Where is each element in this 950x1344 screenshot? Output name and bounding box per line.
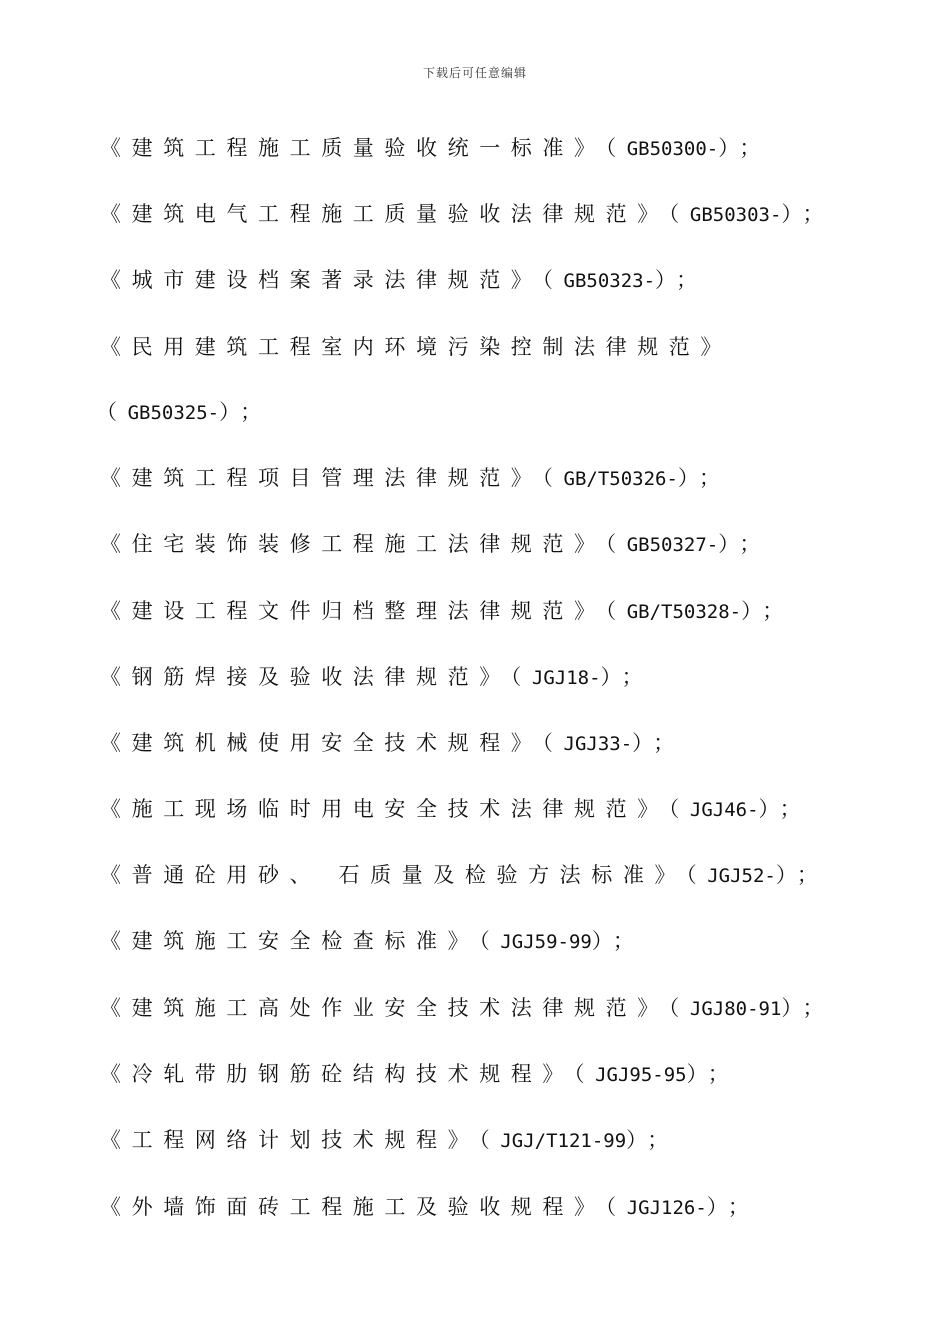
reference-title: 《建设工程文件归档整理法律规范》（ — [100, 599, 627, 623]
reference-line — [100, 723, 685, 763]
reference-code: GB50327- — [626, 534, 719, 556]
reference-code: GB/T50326- — [563, 468, 678, 490]
reference-code: GB50325- — [127, 402, 220, 424]
reference-line — [100, 327, 732, 367]
reference-end: ）； — [758, 797, 812, 821]
reference-title: 《城市建设档案著录法律规范》（ — [100, 268, 564, 292]
reference-code: GB/T50328- — [626, 601, 742, 623]
reference-title: 《钢筋焊接及验收法律规范》（ — [100, 665, 532, 689]
reference-line — [100, 128, 771, 168]
reference-end: ）； — [600, 665, 654, 689]
reference-title: 《冷轧带肋钢筋砼结构技术规程》（ — [100, 1062, 596, 1086]
reference-line — [96, 392, 272, 432]
reference-line — [100, 194, 834, 234]
reference-end: ）； — [632, 731, 685, 755]
reference-code: JGJ33- — [563, 733, 633, 755]
reference-line — [100, 1187, 759, 1227]
reference-line — [100, 657, 653, 697]
reference-code: JGJ18- — [531, 667, 601, 689]
reference-line — [100, 1120, 679, 1160]
reference-line — [100, 855, 829, 895]
reference-end: ）； — [781, 202, 835, 226]
reference-end: ）； — [741, 599, 794, 623]
reference-end: ）； — [718, 532, 771, 556]
reference-code: JGJ52- — [707, 865, 776, 887]
reference-title: 《建筑施工高处作业安全技术法律规范》（ — [100, 996, 690, 1020]
reference-code: JGJ/T121-99 — [500, 1130, 627, 1152]
reference-title: （ — [96, 400, 128, 424]
reference-title: 《建筑工程项目管理法律规范》（ — [100, 466, 564, 490]
reference-code: JGJ80-91 — [689, 998, 782, 1020]
reference-title: 《民用建筑工程室内环境污染控制法律规范》 — [100, 335, 732, 359]
reference-code: GB50323- — [563, 270, 656, 292]
reference-line — [100, 1054, 739, 1094]
reference-end: ）； — [706, 1195, 760, 1219]
reference-line — [100, 789, 811, 829]
reference-title: 《工程网络计划技术规程》（ — [100, 1128, 501, 1152]
reference-end: ）； — [718, 136, 771, 160]
reference-title: 《建筑施工安全检查标准》（ — [100, 929, 501, 953]
reference-code: GB50303- — [689, 204, 782, 226]
reference-code: JGJ95-95 — [595, 1064, 687, 1086]
reference-line — [100, 524, 771, 564]
reference-code: GB50300- — [626, 138, 719, 160]
reference-end: ）； — [775, 863, 829, 887]
reference-end: ）； — [781, 996, 835, 1020]
reference-line — [100, 458, 731, 498]
reference-title: 《建筑工程施工质量验收统一标准》（ — [100, 136, 627, 160]
reference-title: 《住宅装饰装修工程施工法律规范》（ — [100, 532, 627, 556]
reference-title: 《普通砼用砂、 石质量及检验方法标准》（ — [100, 863, 708, 887]
reference-title: 《建筑机械使用安全技术规程》（ — [100, 731, 564, 755]
reference-code: JGJ126- — [626, 1197, 707, 1219]
reference-end: ）； — [677, 466, 731, 490]
reference-line — [100, 260, 708, 300]
reference-line — [100, 988, 834, 1028]
reference-end: ）； — [686, 1062, 740, 1086]
reference-code: JGJ46- — [689, 799, 759, 821]
reference-title: 《外墙饰面砖工程施工及验收规程》（ — [100, 1195, 627, 1219]
reference-end: ）； — [591, 929, 645, 953]
reference-end: ）； — [626, 1128, 679, 1152]
reference-title: 《施工现场临时用电安全技术法律规范》（ — [100, 797, 690, 821]
reference-line — [100, 591, 794, 631]
reference-code: JGJ59-99 — [500, 931, 592, 953]
reference-title: 《建筑电气工程施工质量验收法律规范》（ — [100, 202, 690, 226]
page-header: 下载后可任意编辑 — [422, 66, 527, 80]
reference-end: ）； — [219, 400, 272, 424]
reference-line — [100, 921, 645, 961]
reference-end: ）； — [655, 268, 708, 292]
